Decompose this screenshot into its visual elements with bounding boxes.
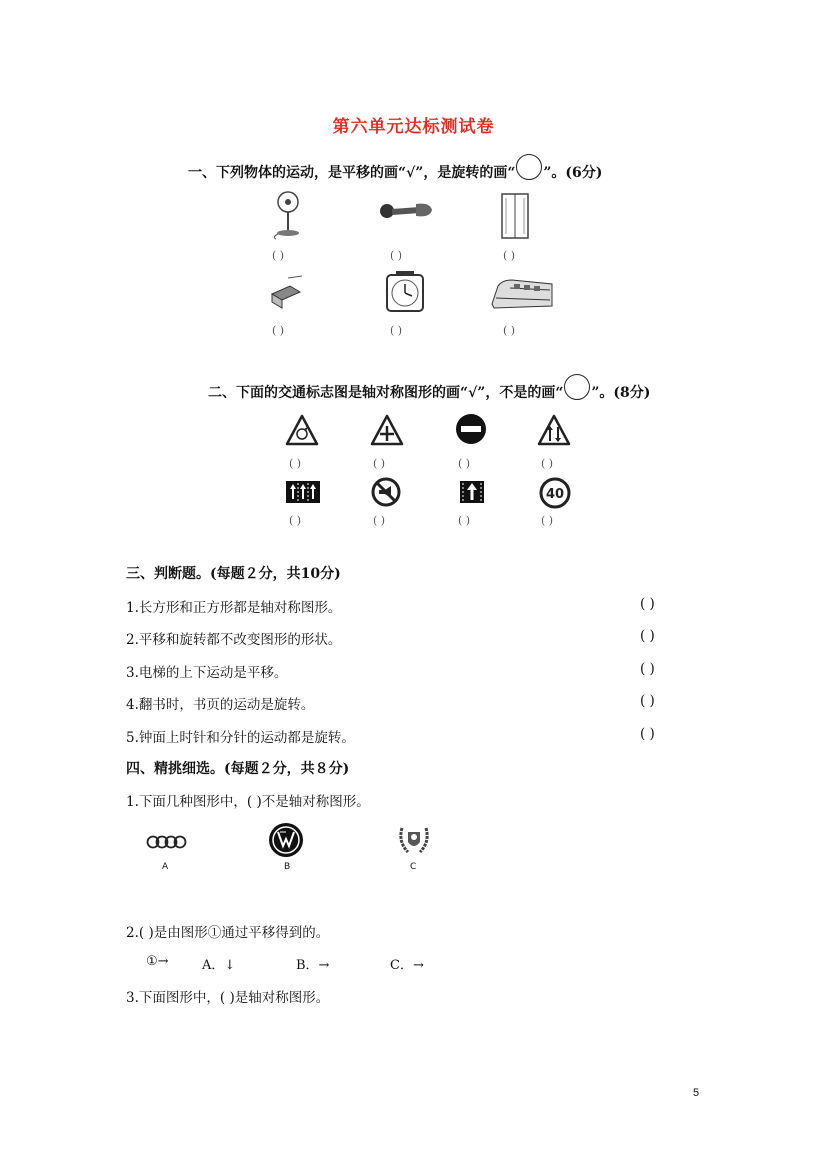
option-b[interactable]: B．→ — [296, 958, 330, 973]
section2-heading-part-a: 二、下面的交通标志图是轴对称图形的画“ — [208, 385, 469, 401]
answer-blank[interactable]: ( ) — [458, 457, 471, 470]
answer-blank[interactable]: ( ) — [272, 249, 285, 262]
section2-heading-part-c: ”。(8分) — [591, 385, 651, 401]
crossroad-warning-sign-icon — [370, 414, 404, 446]
option-c[interactable]: C．→ — [390, 958, 424, 973]
judge-item: 5.钟面上时针和分针的运动都是旋转。 — [126, 730, 355, 746]
section3-heading: 三、判断题。(每题２分，共10分) — [126, 566, 341, 582]
answer-blank[interactable]: ( ) — [503, 324, 516, 337]
answer-blank[interactable]: ( ) — [640, 596, 655, 612]
speed-limit-sign-icon — [539, 477, 571, 509]
judge-item: 4.翻书时，书页的运动是旋转。 — [126, 697, 315, 713]
train-icon — [490, 274, 554, 314]
page-title: 第六单元达标测试卷 — [332, 117, 495, 137]
roundabout-warning-sign-icon — [285, 414, 319, 446]
option-label: B — [284, 862, 291, 872]
desk-fan-icon — [268, 190, 308, 240]
option-label: A — [162, 862, 169, 872]
page-number: 5 — [693, 1087, 700, 1099]
answer-blank[interactable]: ( ) — [640, 726, 655, 742]
straight-ahead-sign-icon — [459, 480, 485, 504]
speed-limit-value: 40 — [545, 487, 565, 502]
audi-logo-icon — [146, 834, 188, 850]
judge-item: 2.平移和旋转都不改变图形的形状。 — [126, 632, 342, 648]
volkswagen-logo-icon — [268, 822, 304, 858]
answer-blank[interactable]: ( ) — [640, 693, 655, 709]
option-a[interactable]: A．↓ — [202, 958, 236, 973]
answer-blank[interactable]: ( ) — [289, 514, 302, 527]
question-3: 3.下面图形中，( )是轴对称图形。 — [126, 990, 330, 1006]
option-label: C — [410, 862, 417, 872]
section1-heading-part-a: 一、下列物体的运动，是平移的画“ — [188, 165, 407, 181]
answer-blank[interactable]: ( ) — [373, 457, 386, 470]
emblem-logo-icon — [396, 822, 432, 858]
question-2: 2.( )是由图形①通过平移得到的。 — [126, 925, 330, 941]
circle-symbol-icon — [564, 374, 590, 400]
answer-blank[interactable]: ( ) — [373, 514, 386, 527]
section2-heading-part-b: ”，不是的画“ — [477, 385, 564, 401]
two-way-traffic-sign-icon — [537, 414, 571, 446]
wrench-icon — [378, 200, 434, 224]
check-mark: √ — [406, 165, 416, 181]
lane-direction-sign-icon — [285, 480, 321, 504]
section4-heading: 四、精挑细选。(每题２分，共８分) — [126, 761, 350, 777]
no-entry-sign-icon — [455, 413, 487, 445]
answer-blank[interactable]: ( ) — [640, 661, 655, 677]
sliding-door-icon — [500, 192, 530, 240]
judge-item: 3.电梯的上下运动是平移。 — [126, 665, 288, 681]
answer-blank[interactable]: ( ) — [541, 514, 554, 527]
judge-item: 1.长方形和正方形都是轴对称图形。 — [126, 600, 342, 616]
answer-blank[interactable]: ( ) — [390, 249, 403, 262]
answer-blank[interactable]: ( ) — [390, 324, 403, 337]
answer-blank[interactable]: ( ) — [289, 457, 302, 470]
no-horn-sign-icon — [371, 477, 401, 507]
answer-blank[interactable]: ( ) — [272, 324, 285, 337]
section1-heading-part-b: ”，是旋转的画“ — [415, 165, 516, 181]
answer-blank[interactable]: ( ) — [640, 628, 655, 644]
drawer-icon — [268, 274, 304, 310]
answer-blank[interactable]: ( ) — [541, 457, 554, 470]
clock-icon — [384, 270, 426, 314]
shape-one-arrow: ①→ — [146, 954, 169, 969]
answer-blank[interactable]: ( ) — [503, 249, 516, 262]
question-1: 1.下面几种图形中，( )不是轴对称图形。 — [126, 794, 370, 810]
section1-heading-part-c: ”。(6分) — [543, 165, 603, 181]
circle-symbol-icon — [516, 154, 542, 180]
section2-heading — [208, 380, 650, 406]
answer-blank[interactable]: ( ) — [458, 514, 471, 527]
check-mark: √ — [468, 385, 478, 401]
section1-heading — [188, 160, 602, 186]
